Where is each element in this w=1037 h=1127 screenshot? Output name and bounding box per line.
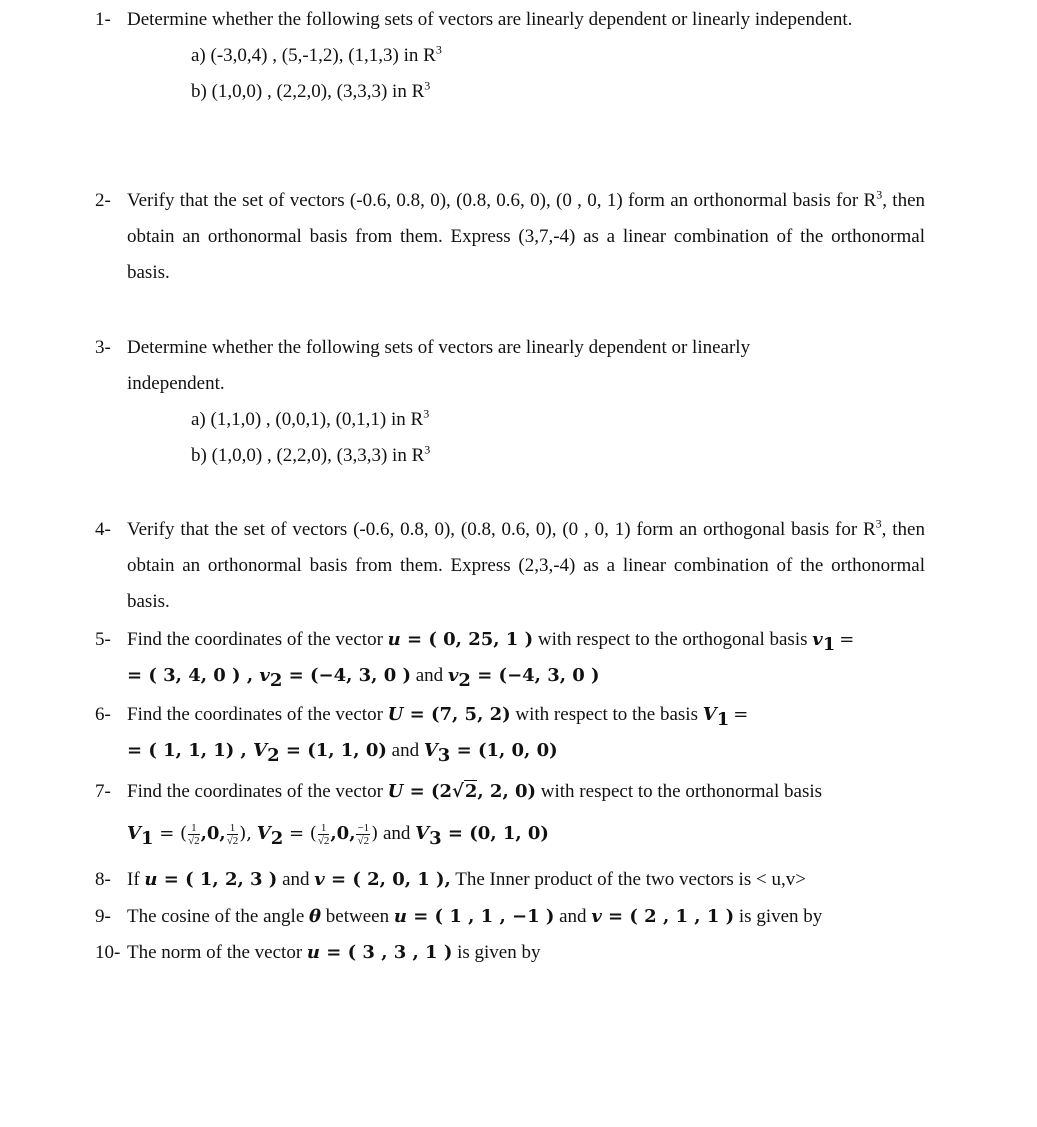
part-b: b) (1,0,0) , (2,2,0), (3,3,3) in $R^3$ — [191, 78, 431, 102]
question-number: 6- — [95, 704, 111, 725]
part-a: a) (-3,0,4) , (5,-1,2), (1,1,3) in $R^3$ — [191, 42, 442, 66]
question-8 — [95, 862, 925, 898]
question-1 — [95, 2, 925, 110]
fraction: $\frac{1}{√2}$ — [226, 822, 239, 848]
question-number: 7- — [95, 781, 111, 802]
question-number: 4- — [95, 519, 111, 540]
question-5 — [95, 622, 925, 694]
question-text: Determine whether the following sets of vectors are linearly dependent or linearly independent. — [127, 9, 853, 30]
question-number: 8- — [95, 869, 111, 890]
question-9 — [95, 899, 925, 935]
question-6 — [95, 697, 925, 769]
question-number: 9- — [95, 906, 111, 927]
question-2 — [95, 183, 925, 291]
fraction: $\frac{1}{√2}$ — [317, 822, 330, 848]
question-4 — [95, 512, 925, 620]
question-number: 1- — [95, 9, 111, 30]
question-text: If u = ( 1, 2, 3 ) and v = ( 2, 0, 1 ), The Inner product of the two vectors is < u,v> — [127, 869, 806, 890]
question-text: Verify that the set of vectors (-0.6, 0.8, 0), (0.8, 0.6, 0), (0 , 0, 1) form an orthonormal basis for $R^3$, then obtain an orthonormal basis from them. Express (3,7,-4) as a linear combination of the orthonormal basis. — [127, 187, 926, 283]
question-number: 3- — [95, 337, 111, 358]
fraction: $\frac{1}{√2}$ — [188, 822, 200, 848]
question-text: The cosine of the angle θ between u = ( 1 , 1 , −1 ) and v = ( 2 , 1 , 1 ) is given by — [127, 906, 823, 927]
question-text: Determine whether the following sets of vectors are linearly dependent or linearly independent. — [127, 337, 751, 394]
part-b: b) (1,0,0) , (2,2,0), (3,3,3) in $R^3$ — [191, 442, 431, 466]
question-number: 5- — [95, 629, 111, 650]
question-number: 10- — [95, 942, 121, 963]
question-7 — [95, 774, 925, 852]
question-text: Verify that the set of vectors (-0.6, 0.8, 0), (0.8, 0.6, 0), (0 , 0, 1) form an orthogonal basis for $R^3$, then obtain an orthonormal basis from them. Express (2,3,-4) as a linear combination of the orthonormal basis. — [127, 516, 925, 612]
question-number: 2- — [95, 190, 111, 211]
question-text: Find the coordinates of the vector U = (7, 5, 2) with respect to the basis $V_1$ = = ( 1, 1, 1) , $V_2 = (1$, 1, 0) and $V_3 = (1$, 0, 0) — [127, 704, 749, 766]
question-3 — [95, 330, 925, 474]
question-text: The norm of the vector u = ( 3 , 3 , 1 ) is given by — [127, 942, 541, 963]
part-a: a) (1,1,0) , (0,0,1), (0,1,1) in $R^3$ — [191, 406, 430, 430]
question-text: Find the coordinates of the vector u = ( 0, 25, 1 ) with respect to the orthogonal basis $v_1$ = = ( 3, 4, 0 ) , $v_2 = (-4$, 3, 0 ) and $v_2 = (-4$, 3, 0 ) — [127, 629, 855, 691]
fraction: $\frac{-1}{√2}$ — [357, 822, 370, 848]
question-10 — [95, 935, 925, 971]
question-text: Find the coordinates of the vector U = (2√2, 2, 0) with respect to the orthonormal basis $V_1$ = ( $\frac{1}{√2}$ ,0, $\frac{1}{√2}$ ), $V_2$ = ( $\frac{1}{√2}$ ,0, $\frac{-1}{√2}$ ) and $V_3 = (0$, 1, 0) — [127, 781, 823, 849]
